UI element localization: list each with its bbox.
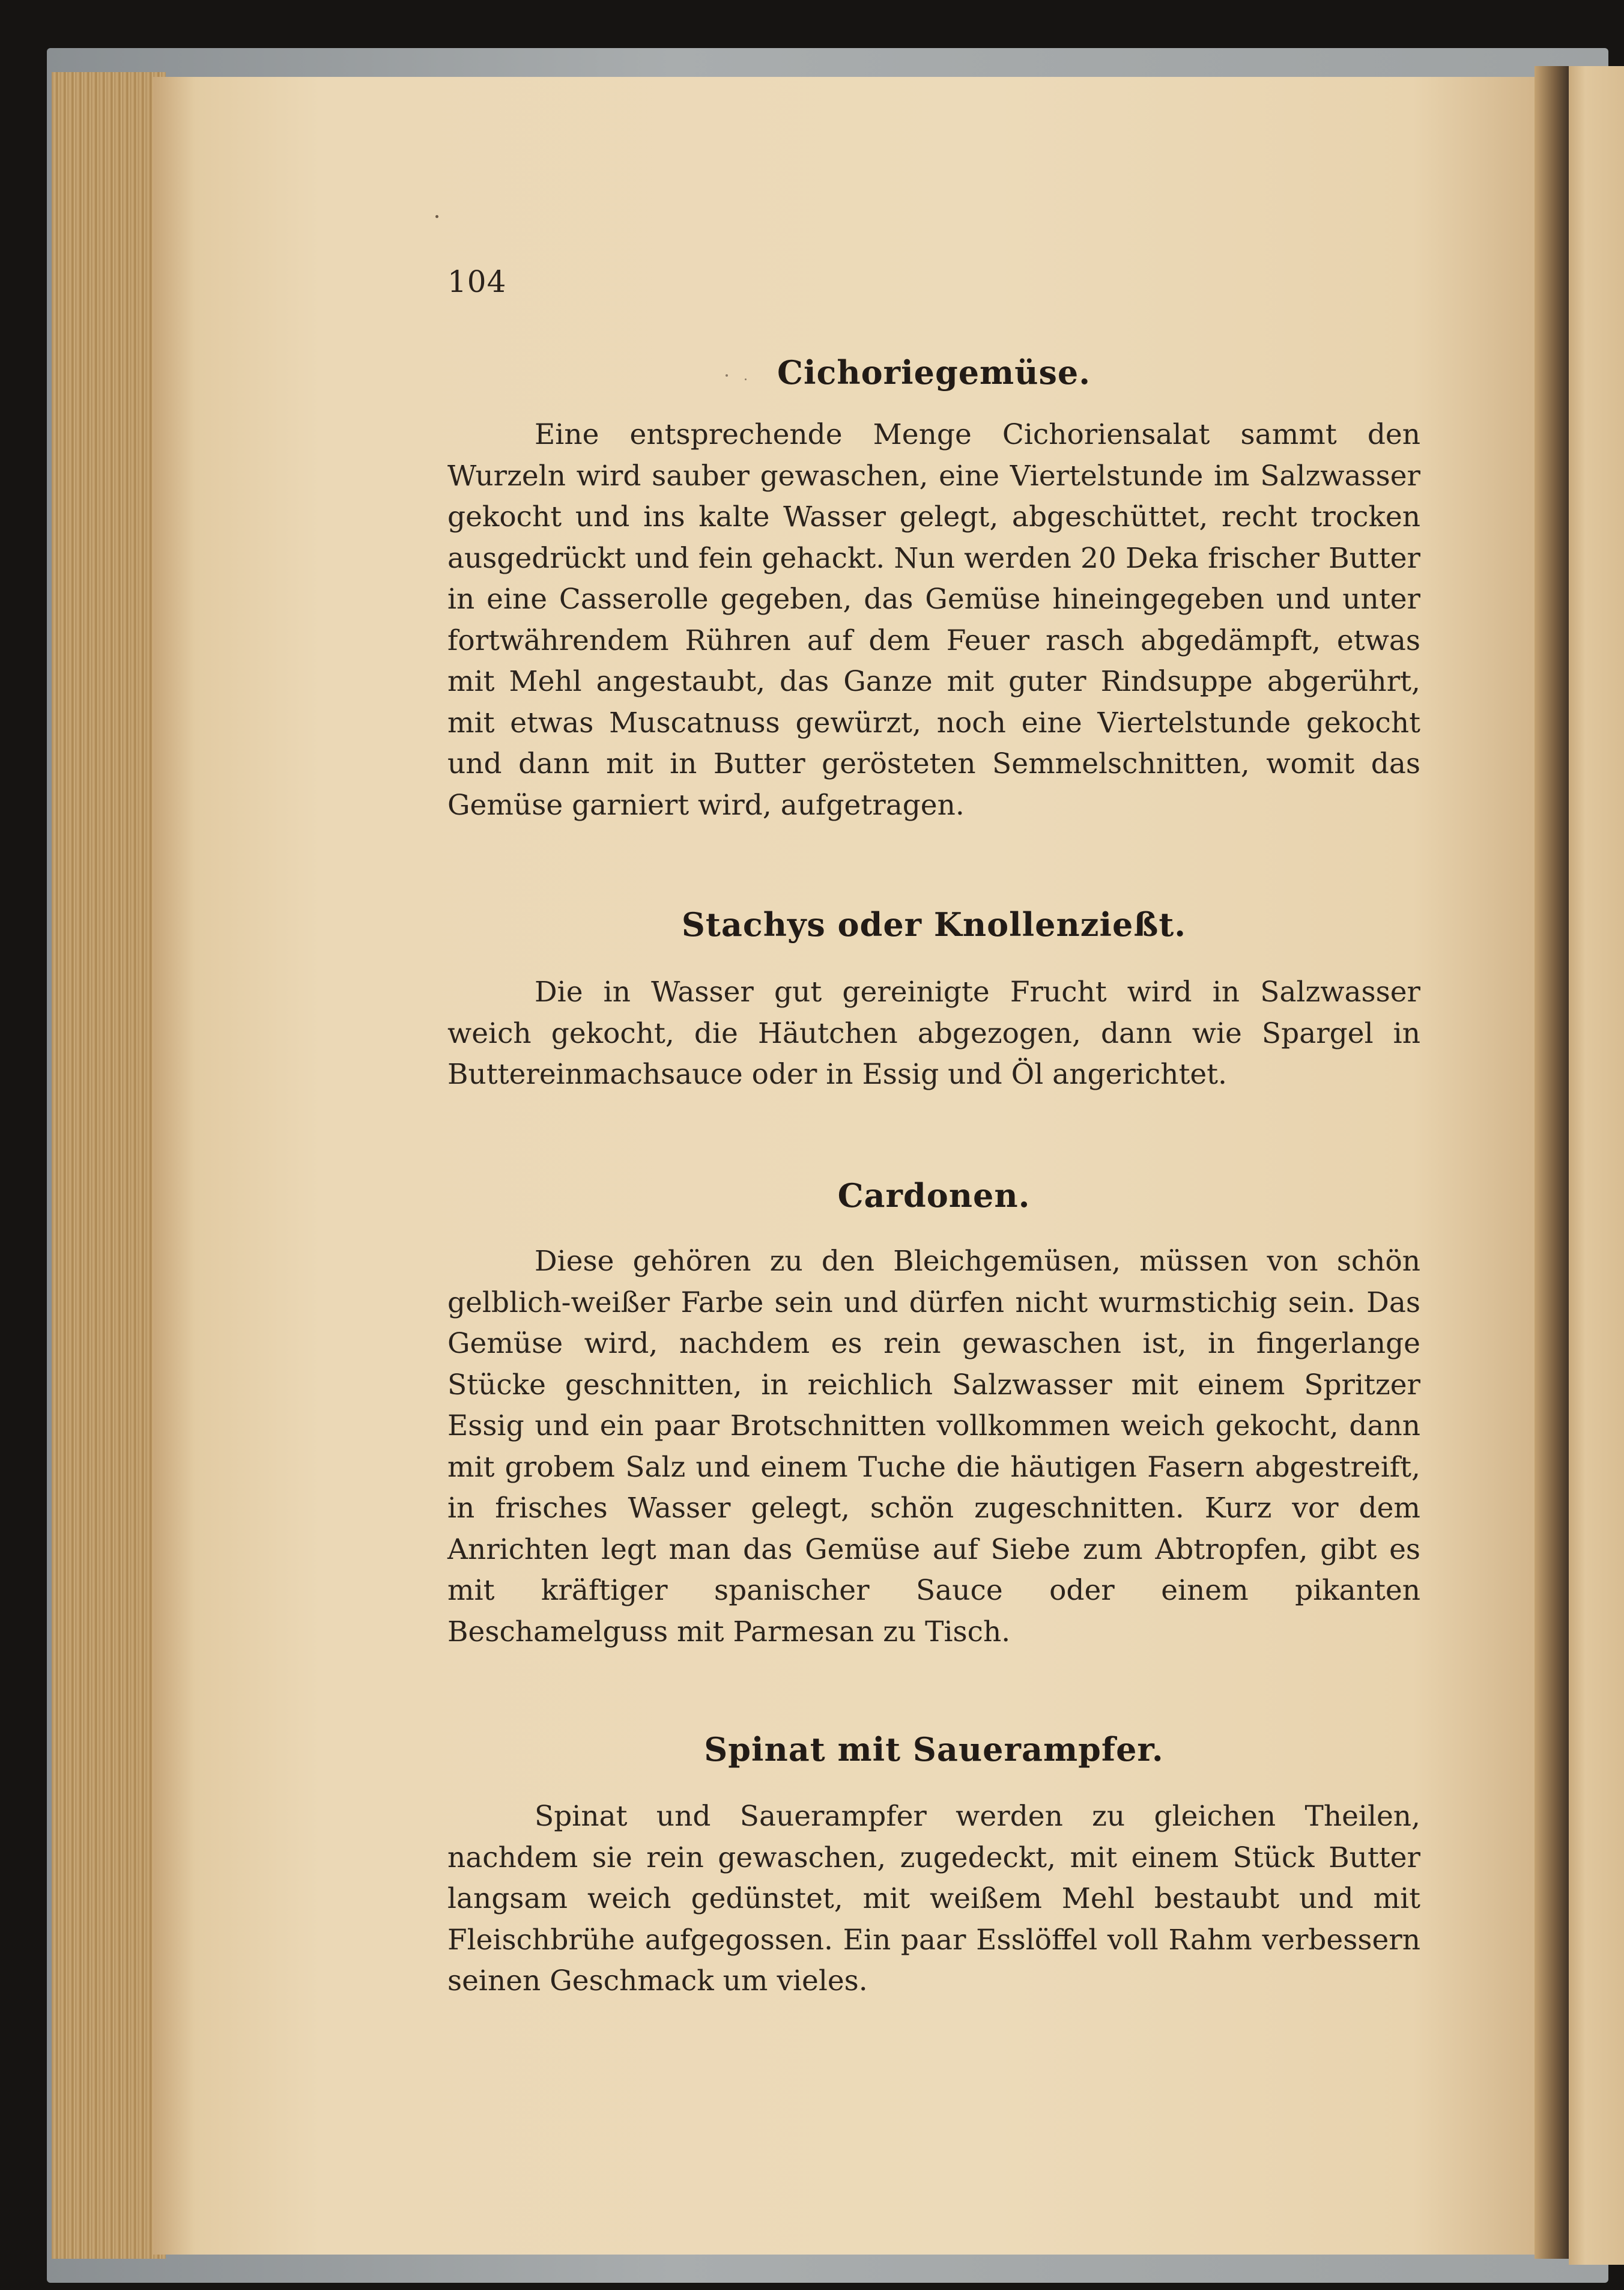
page-number: 104	[447, 264, 507, 299]
section-body-stachys	[447, 972, 1420, 1096]
paragraph: Eine entsprechende Menge Cichoriensalat sammt den Wurzeln wird sauber gewaschen, eine Viertelstunde im Salzwasser gekocht und ins kalte Wasser gelegt, abgeschüttet, recht trocken ausgedrückt und fein gehackt. Nun werden 20 Deka frischer Butter in eine Casserolle gegeben, das Gemüse hineingegeben und unter fortwährendem Rühren auf dem Feuer rasch abgedämpft, etwas mit Mehl angestaubt, das Ganze mit guter Rindsuppe abgerührt, mit etwas Muscatnuss gewürzt, noch eine Viertelstunde gekocht und dann mit in Butter gerösteten Semmelschnitten, womit das Gemüse garniert wird, aufgetragen.	[447, 418, 1420, 822]
next-page-edge	[1569, 66, 1624, 2265]
paragraph: Spinat und Sauerampfer werden zu gleichen Theilen, nachdem sie rein gewaschen, zugedeckt, mit einem Stück Butter langsam weich gedünstet, mit weißem Mehl bestaubt und mit Fleischbrühe aufgegossen. Ein paar Esslöffel voll Rahm verbessern seinen Geschmack um vieles.	[447, 1800, 1420, 1997]
paragraph: Diese gehören zu den Bleichgemüsen, müssen von schön gelblich-weißer Farbe sein und dürfen nicht wurmstichig sein. Das Gemüse wird, nachdem es rein gewaschen ist, in fingerlange Stücke geschnitten, in reichlich Salzwasser mit einem Spritzer Essig und ein paar Brotschnitten vollkommen weich gekocht, dann mit grobem Salz und einem Tuche die häutigen Fasern abgestreift, in frisches Wasser gelegt, schön zugeschnitten. Kurz vor dem Anrichten legt man das Gemüse auf Siebe zum Abtropfen, gibt es mit kräftiger spanischer Sauce oder einem pikanten Beschamelguss mit Parmesan zu Tisch.	[447, 1245, 1420, 1648]
section-body-cardonen	[447, 1241, 1420, 1653]
section-title-stachys: Stachys oder Knollenzießt.	[681, 905, 1187, 944]
paper-speck	[435, 215, 438, 218]
section-body-cichoriegemuese	[447, 415, 1420, 826]
page-edges	[52, 72, 166, 2259]
section-title-cichoriegemuese: Cichoriegemüse.	[777, 353, 1091, 392]
book-gutter	[1535, 66, 1571, 2259]
section-body-spinat	[447, 1796, 1420, 2002]
section-title-cardonen: Cardonen.	[837, 1176, 1031, 1215]
paragraph: Die in Wasser gut gereinigte Frucht wird in Salzwasser weich gekocht, die Häutchen abgezogen, dann wie Spargel in Buttereinmachsauce oder in Essig und Öl angerichtet.	[447, 976, 1420, 1091]
section-title-spinat: Spinat mit Sauerampfer.	[704, 1730, 1164, 1769]
